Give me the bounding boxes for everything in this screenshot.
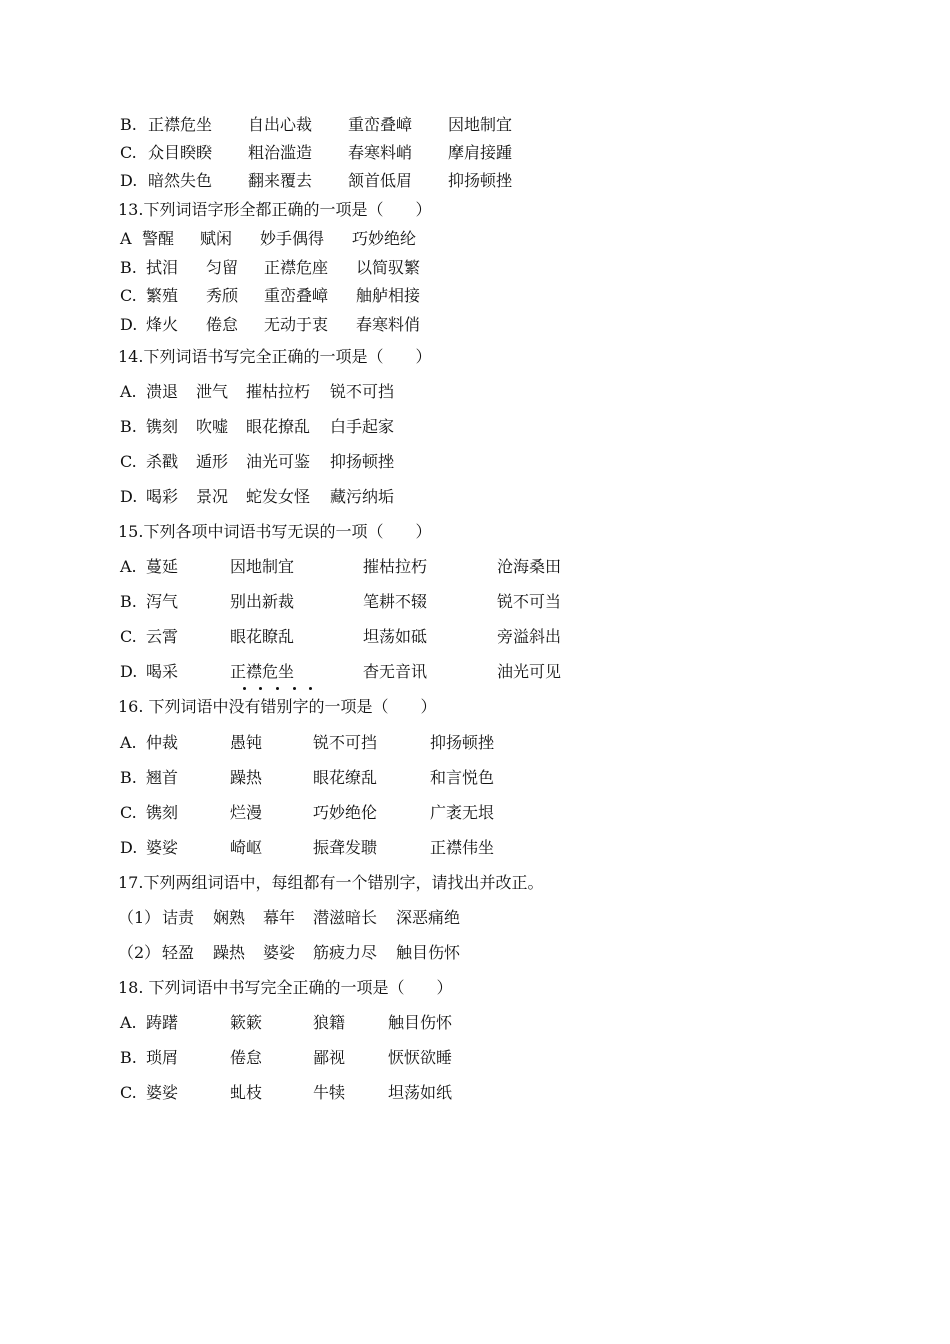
word: 仲裁 — [146, 733, 179, 752]
word: 杀戳 — [146, 452, 179, 471]
word: 粗治滥造 — [248, 143, 313, 162]
word: 吹嘘 — [196, 417, 229, 436]
word: 锐不可挡 — [330, 382, 395, 401]
word: 抑扬顿挫 — [448, 171, 513, 190]
word: 踌躇 — [146, 1013, 179, 1032]
word: 春寒料峭 — [348, 143, 413, 162]
word: 镌刻 — [146, 417, 179, 436]
option-label: B. — [120, 258, 137, 277]
word: 正襟伟坐 — [430, 838, 495, 857]
option-label: A — [120, 229, 132, 248]
word: 颔首低眉 — [348, 171, 413, 190]
word: 恹恹欲睡 — [388, 1048, 453, 1067]
word: 云霄 — [146, 627, 179, 646]
word: 坦荡如砥 — [363, 627, 428, 646]
word: 婆娑 — [263, 943, 296, 962]
word: 巧妙绝伦 — [313, 803, 378, 822]
word: 因地制宜 — [230, 557, 295, 576]
emphasis-dot — [259, 687, 262, 690]
option-label: C. — [120, 627, 137, 646]
word: 躁热 — [230, 768, 263, 787]
word: 白手起家 — [330, 417, 395, 436]
word: 杳无音讯 — [363, 662, 428, 681]
word: 繁殖 — [146, 286, 179, 305]
word: 躁热 — [213, 943, 246, 962]
option-label: C. — [120, 803, 137, 822]
emphasis-dot — [243, 687, 246, 690]
word: 轻盈 — [162, 943, 195, 962]
option-label: C. — [120, 286, 137, 305]
word: 镌刻 — [146, 803, 179, 822]
question-stem: 17.下列两组词语中，每组都有一个错别字，请找出并改正。 — [118, 873, 544, 892]
question-stem: 18. 下列词语中书写完全正确的一项是（ ） — [118, 978, 453, 997]
word: 婆娑 — [146, 838, 179, 857]
word: 油光可见 — [497, 662, 562, 681]
emphasis-dot — [276, 687, 279, 690]
word: 暗然失色 — [148, 171, 213, 190]
word: 锐不可挡 — [313, 733, 378, 752]
option-label: D. — [120, 315, 138, 334]
emphasis-dot — [309, 687, 312, 690]
word: 喝采 — [146, 662, 179, 681]
word: 别出新裁 — [230, 592, 295, 611]
word: 拭泪 — [146, 258, 179, 277]
word: 旁溢斜出 — [497, 627, 562, 646]
word: 舳舻相接 — [356, 286, 421, 305]
word: 潜滋暗长 — [313, 908, 378, 927]
group-label: （1） — [118, 908, 161, 927]
word: 琐屑 — [146, 1048, 179, 1067]
option-label: B. — [120, 592, 137, 611]
word: 簌簌 — [230, 1013, 263, 1032]
word: 泄气 — [196, 382, 229, 401]
word: 振聋发聩 — [313, 838, 378, 857]
group-label: （2） — [118, 943, 161, 962]
word: 因地制宜 — [448, 115, 513, 134]
word: 牛犊 — [313, 1083, 346, 1102]
word: 眼花瞭乱 — [230, 627, 295, 646]
word: 锐不可当 — [497, 592, 562, 611]
word: 沧海桑田 — [497, 557, 562, 576]
word: 重峦叠嶂 — [264, 286, 329, 305]
word: 烂漫 — [230, 803, 263, 822]
question-stem: 16. 下列词语中没有错别字的一项是（ ） — [118, 697, 437, 716]
word: 泻气 — [146, 592, 179, 611]
word: 眼花缭乱 — [313, 768, 378, 787]
word: 喝彩 — [146, 487, 179, 506]
word: 妙手偶得 — [260, 229, 325, 248]
word: 无动于衷 — [264, 315, 329, 334]
word: 愚钝 — [230, 733, 263, 752]
option-label: B. — [120, 1048, 137, 1067]
word: 遁形 — [196, 452, 229, 471]
option-label: D. — [120, 838, 138, 857]
word: 幕年 — [263, 908, 296, 927]
word: 春寒料俏 — [356, 315, 421, 334]
option-label: D. — [120, 171, 138, 190]
word: 倦怠 — [230, 1048, 263, 1067]
word: 翻来覆去 — [248, 171, 313, 190]
word: 筋疲力尽 — [313, 943, 378, 962]
word: 众目睽睽 — [148, 143, 213, 162]
question-stem: 13.下列词语字形全都正确的一项是（ ） — [118, 200, 432, 219]
word: 蛇发女怪 — [246, 487, 311, 506]
word: 以简驭繁 — [356, 258, 421, 277]
word: 警醒 — [142, 229, 175, 248]
word: 重峦叠嶂 — [348, 115, 413, 134]
option-label: A. — [120, 733, 137, 752]
word: 深恶痛绝 — [396, 908, 461, 927]
option-label: B. — [120, 417, 137, 436]
option-label: C. — [120, 1083, 137, 1102]
word: 坦荡如纸 — [388, 1083, 453, 1102]
word: 眼花撩乱 — [246, 417, 311, 436]
word: 匀留 — [206, 258, 239, 277]
word: 正襟危座 — [264, 258, 329, 277]
word: 赋闲 — [200, 229, 233, 248]
word: 触目伤怀 — [388, 1013, 453, 1032]
word: 藏污纳垢 — [330, 487, 395, 506]
word: 巧妙绝纶 — [352, 229, 417, 248]
word: 油光可鉴 — [246, 452, 311, 471]
word: 正襟危坐 — [230, 662, 295, 681]
option-label: D. — [120, 662, 138, 681]
emphasis-dot — [293, 687, 296, 690]
option-label: A. — [120, 557, 137, 576]
word: 翘首 — [146, 768, 179, 787]
word: 倦怠 — [206, 315, 239, 334]
word: 虬枝 — [230, 1083, 263, 1102]
option-label: D. — [120, 487, 138, 506]
word: 笔耕不辍 — [363, 592, 428, 611]
word: 抑扬顿挫 — [330, 452, 395, 471]
option-label: B. — [120, 768, 137, 787]
word: 正襟危坐 — [148, 115, 213, 134]
option-label: A. — [120, 382, 137, 401]
question-stem: 14.下列词语书写完全正确的一项是（ ） — [118, 347, 432, 366]
word: 溃退 — [146, 382, 179, 401]
word: 秀颀 — [206, 286, 239, 305]
word: 景况 — [196, 487, 229, 506]
word: 蔓延 — [146, 557, 179, 576]
word: 狼籍 — [313, 1013, 346, 1032]
word: 和言悦色 — [430, 768, 495, 787]
word: 摧枯拉朽 — [246, 382, 311, 401]
word: 烽火 — [146, 315, 179, 334]
option-label: C. — [120, 143, 137, 162]
word: 崎岖 — [230, 838, 263, 857]
word: 广袤无垠 — [430, 803, 495, 822]
option-label: A. — [120, 1013, 137, 1032]
word: 婆娑 — [146, 1083, 179, 1102]
word: 鄙视 — [313, 1048, 346, 1067]
option-label: B. — [120, 115, 137, 134]
word: 触目伤怀 — [396, 943, 461, 962]
question-stem: 15.下列各项中词语书写无误的一项（ ） — [118, 522, 432, 541]
emphasis-dots — [243, 687, 323, 693]
word: 自出心裁 — [248, 115, 313, 134]
word: 娴熟 — [213, 908, 246, 927]
word: 诘责 — [162, 908, 195, 927]
option-label: C. — [120, 452, 137, 471]
word: 抑扬顿挫 — [430, 733, 495, 752]
word: 摩肩接踵 — [448, 143, 513, 162]
word: 摧枯拉朽 — [363, 557, 428, 576]
